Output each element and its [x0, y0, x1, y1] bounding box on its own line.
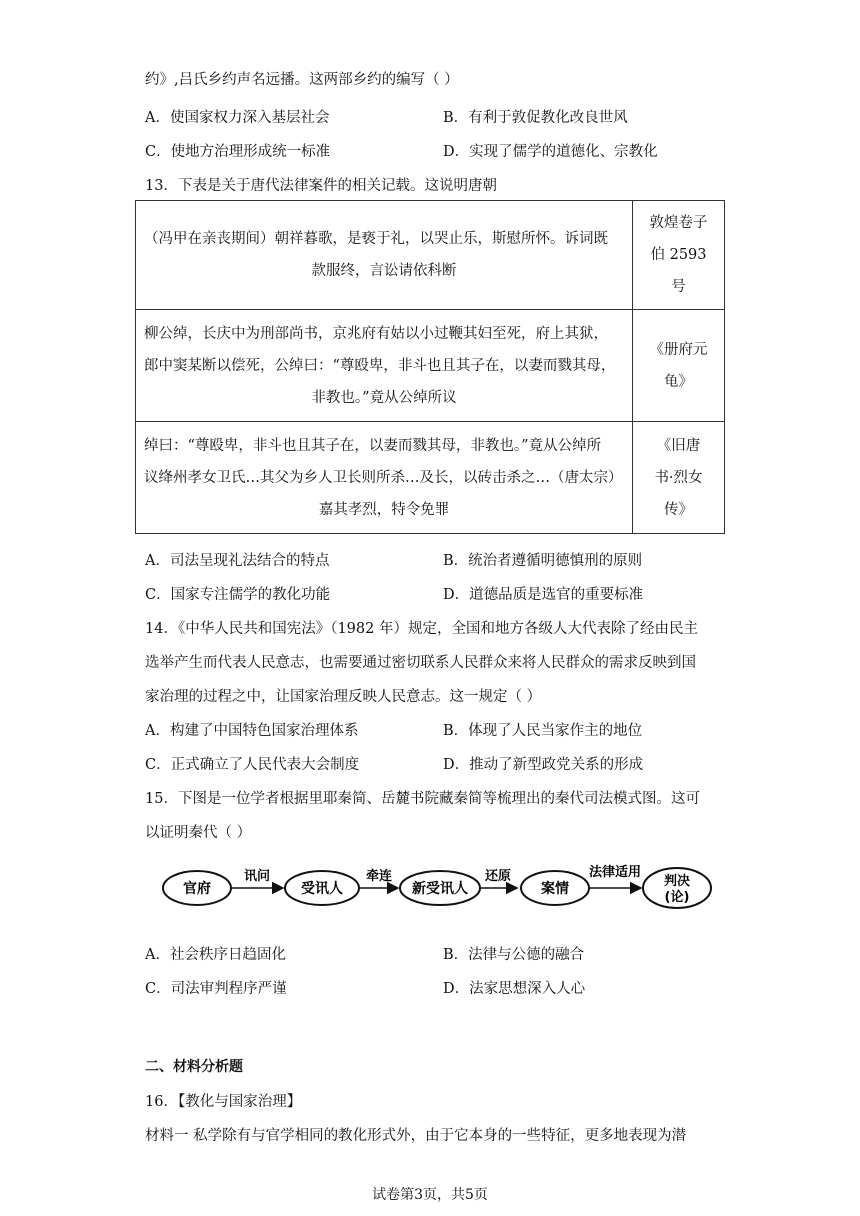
q13-stem: 13．下表是关于唐代法律案件的相关记载。这说明唐朝: [145, 178, 497, 194]
case-source-line: 《册府元: [649, 341, 708, 358]
case-text-line: 款服终，言讼请依科断: [311, 263, 457, 279]
case-text-line: 非教也。”竟从公绰所议: [311, 389, 457, 406]
case-text-line: 议绛州孝女卫氏…其父为乡人卫长则所杀…及长，以砖击杀之…（唐太宗）: [144, 469, 623, 486]
case-source-line: 书·烈女: [654, 469, 703, 486]
case-source-line: 龟》: [664, 373, 693, 390]
case-text-line: 郎中窦某断以偿死，公绰曰：“尊殴卑，非斗也且其子在，以妻而戮其母，: [144, 357, 616, 374]
page-footer: 试卷第3页，共5页: [372, 1187, 488, 1203]
q15-stem-line: 以证明秦代（ ）: [145, 825, 252, 841]
q13-option-c: C．国家专注儒学的教化功能: [145, 587, 331, 603]
q12-stem: 约》,吕氏乡约声名远播。这两部乡约的编写（ ）: [145, 72, 459, 88]
arrow-label: 讯问: [243, 869, 271, 884]
case-source-cell: [633, 422, 725, 534]
q14-option-d: D．推动了新型政党关系的形成: [443, 757, 644, 773]
q14-stem-line: 家治理的过程之中，让国家治理反映人民意志。这一规定（ ）: [145, 689, 542, 705]
case-text-line: 绰曰：“尊殴卑，非斗也且其子在，以妻而戮其母，非教也。”竟从公绰所: [144, 437, 602, 454]
q15-option-b: B．法律与公德的融合: [443, 947, 585, 963]
judicial-process-diagram: [155, 856, 715, 916]
table-row: [136, 310, 725, 422]
q12-option-c: C．使地方治理形成统一标准: [145, 144, 331, 160]
case-text-line: （冯甲在亲丧期间）朝祥暮歌，是亵于礼，以哭止乐，斯慰所怀。诉词既: [144, 231, 608, 247]
case-source-line: 伯 2593 号: [650, 247, 707, 295]
case-source-line: 传》: [664, 501, 693, 518]
node-label: 官府: [183, 881, 211, 897]
q13-option-d: D．道德品质是选官的重要标准: [443, 587, 644, 603]
case-text-cell: [136, 310, 633, 422]
node-label: 判决: [663, 874, 691, 889]
q12-option-a: A．使国家权力深入基层社会: [145, 110, 330, 126]
case-text-line: 柳公绰，长庆中为刑部尚书，京兆府有姑以小过鞭其妇至死，府上其狱，: [144, 325, 608, 342]
case-source-cell: [633, 201, 725, 310]
q15-stem-line: 15．下图是一位学者根据里耶秦简、岳麓书院藏秦简等梳理出的秦代司法模式图。这可: [145, 791, 700, 807]
node-label: (论): [664, 890, 690, 905]
q16-title: 16．【教化与国家治理】: [145, 1094, 302, 1110]
case-source-cell: [633, 310, 725, 422]
arrow-label: 法律适用: [588, 865, 642, 880]
table-row: [136, 201, 725, 310]
q13-case-table: [135, 200, 725, 534]
arrow-label: 牵连: [365, 869, 393, 884]
node-label: 受讯人: [301, 881, 343, 897]
case-source-line: 《旧唐: [656, 437, 701, 454]
q14-option-b: B．体现了人民当家作主的地位: [443, 723, 643, 739]
node-label: 案情: [541, 881, 569, 897]
q14-option-c: C．正式确立了人民代表大会制度: [145, 757, 360, 773]
q15-option-a: A．社会秩序日趋固化: [145, 947, 286, 963]
q15-option-d: D．法家思想深入人心: [443, 981, 586, 997]
q13-option-a: A．司法呈现礼法结合的特点: [145, 553, 330, 569]
q12-option-d: D．实现了儒学的道德化、宗教化: [443, 144, 658, 160]
case-text-line: 嘉其孝烈，特令免罪: [318, 501, 450, 518]
q12-option-b: B．有利于敦促教化改良世风: [443, 110, 628, 126]
section-heading: 二、材料分析题: [145, 1059, 243, 1075]
node-label: 新受讯人: [412, 881, 468, 897]
case-text-cell: [136, 201, 633, 310]
material-text-line: 材料一 私学除有与官学相同的教化形式外，由于它本身的一些特征，更多地表现为潜: [145, 1128, 687, 1144]
table-row: [136, 422, 725, 534]
q15-option-c: C．司法审判程序严谨: [145, 981, 287, 997]
q13-option-b: B．统治者遵循明德慎刑的原则: [443, 553, 643, 569]
arrow-label: 还原: [484, 869, 512, 884]
q14-option-a: A．构建了中国特色国家治理体系: [145, 723, 359, 739]
q14-stem-line: 14．《中华人民共和国宪法》（1982 年）规定，全国和地方各级人大代表除了经由民主: [145, 621, 698, 637]
case-source-line: 敦煌卷子: [649, 215, 708, 231]
case-text-cell: [136, 422, 633, 534]
q14-stem-line: 选举产生而代表人民意志，也需要通过密切联系人民群众来将人民群众的需求反映到国: [145, 655, 696, 671]
